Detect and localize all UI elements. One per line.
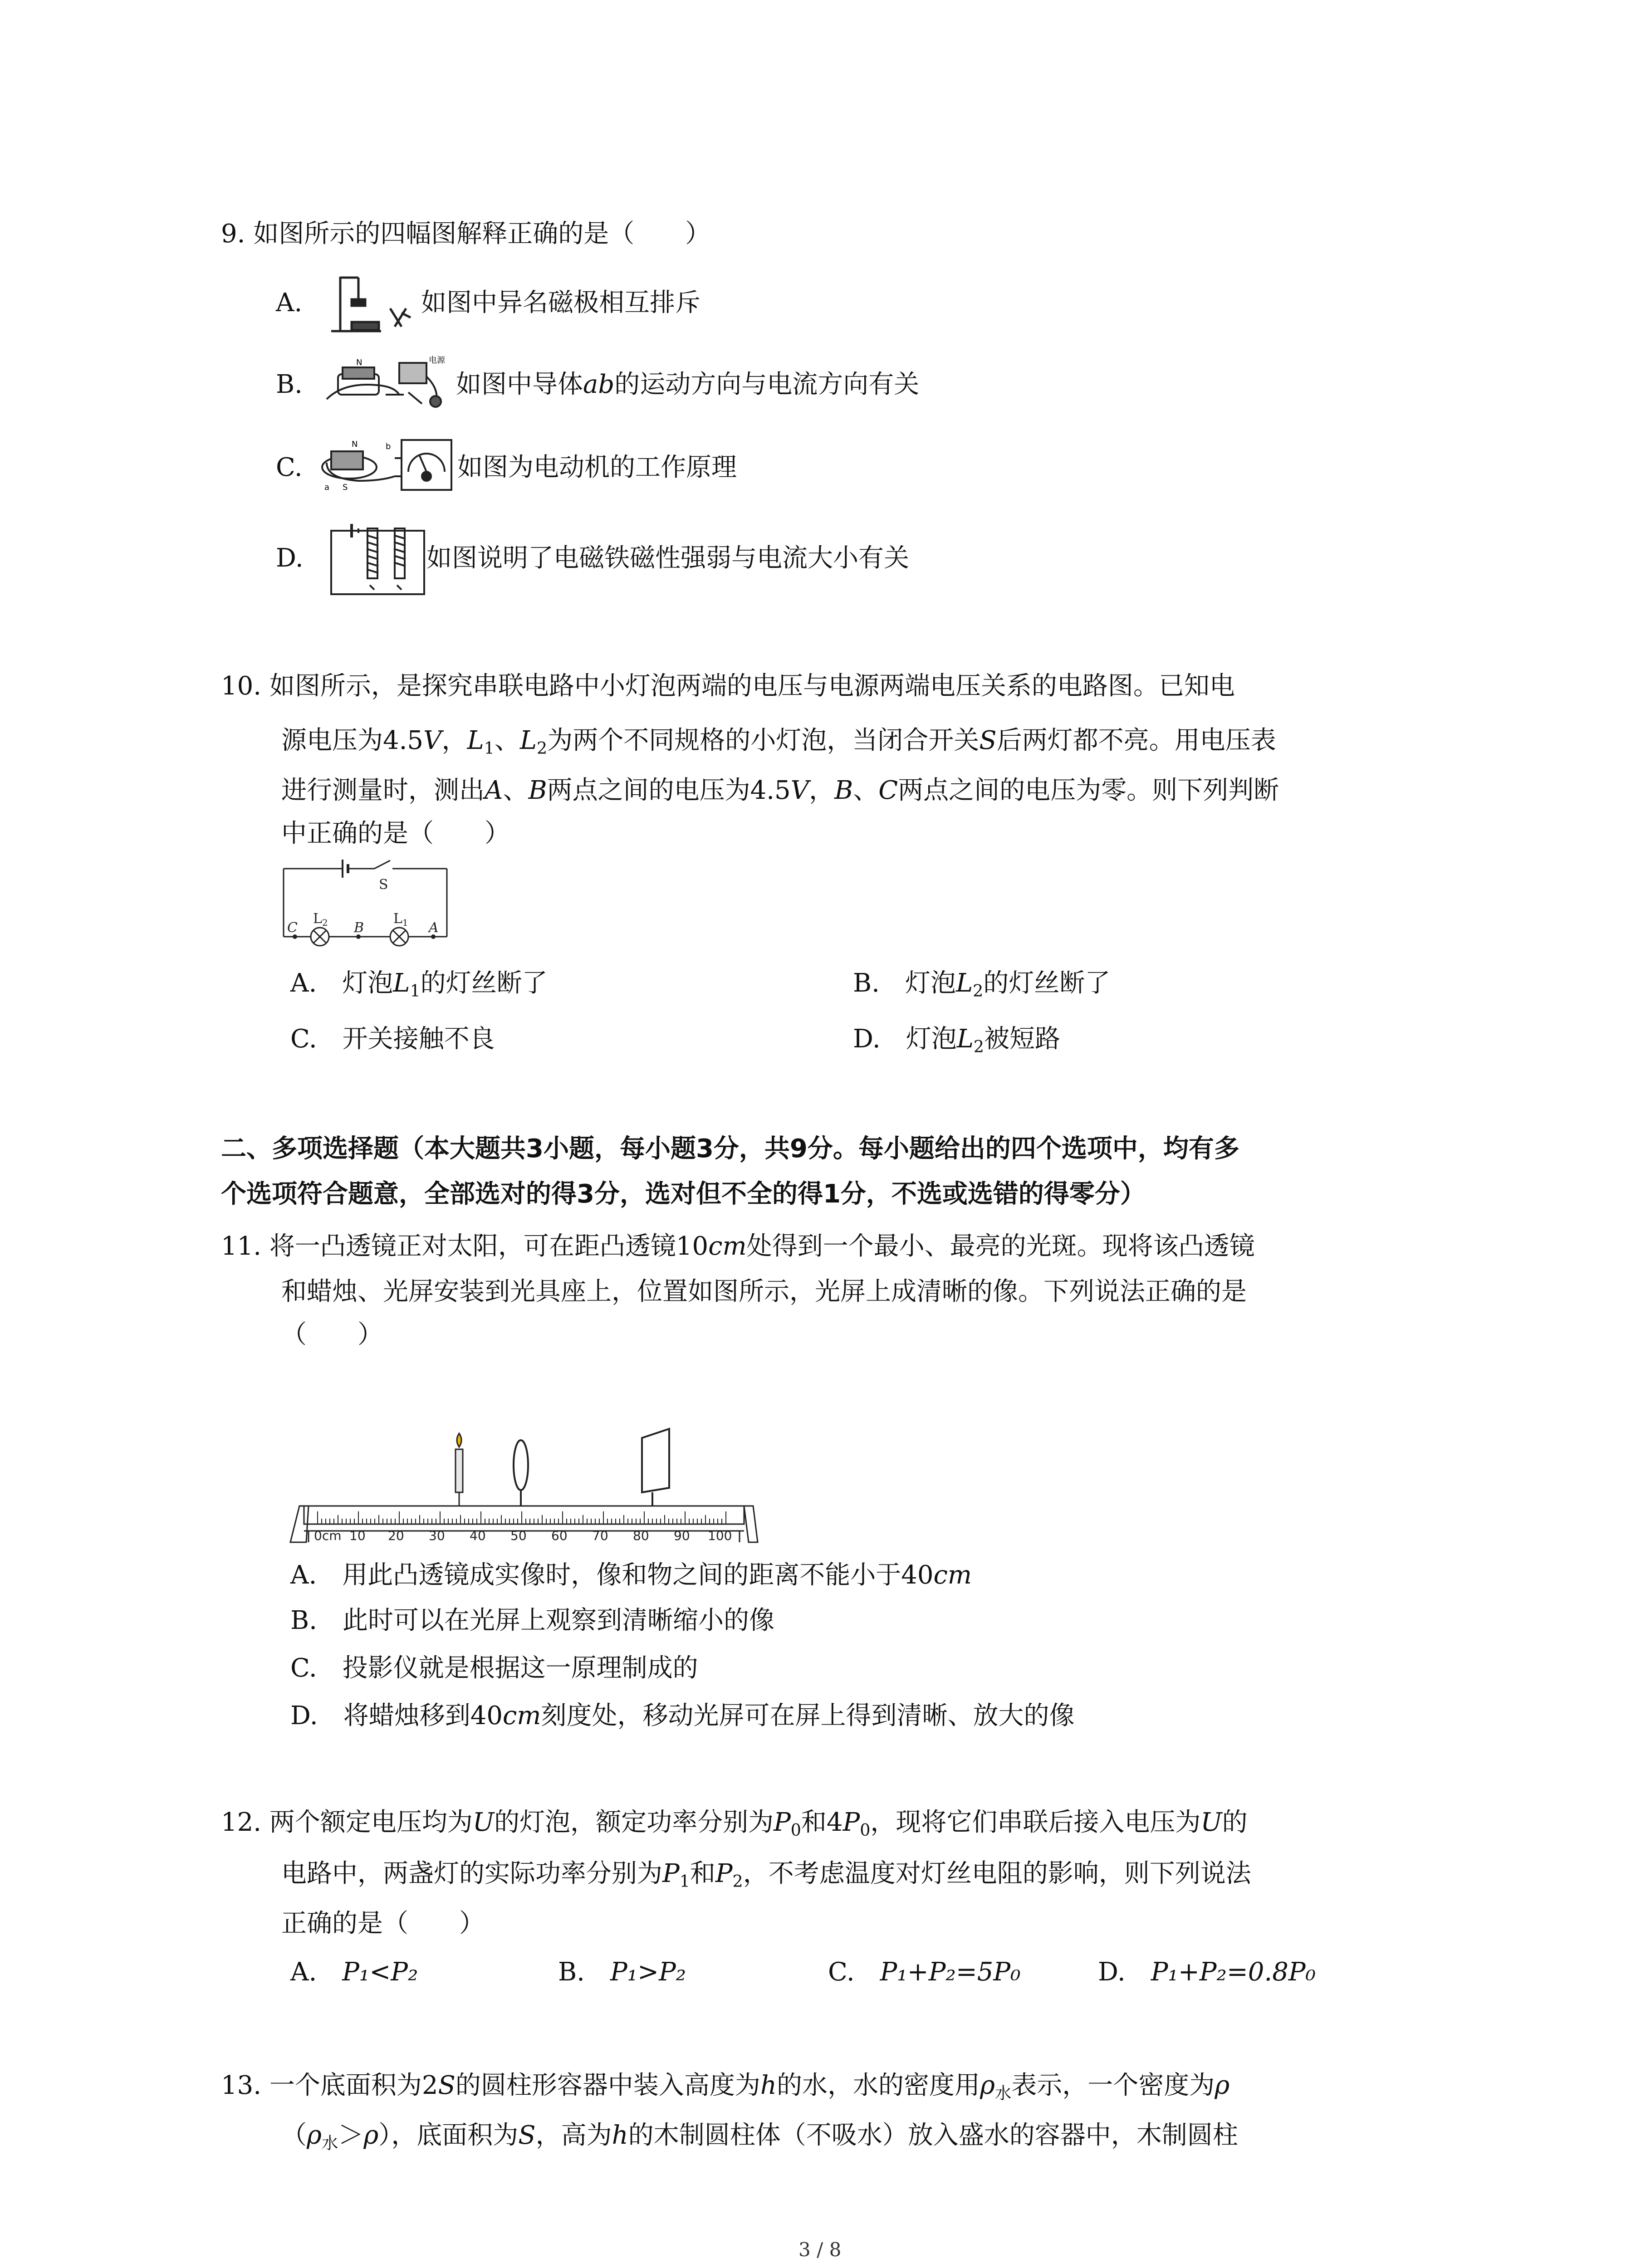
q11-line3: （ ）: [281, 1320, 383, 1349]
q9-stem: 9. 如图所示的四幅图解释正确的是（ ）: [221, 219, 711, 249]
q12-option-b-expr: P₁>P₂: [610, 1957, 686, 1987]
q12-p0: P: [774, 1808, 791, 1837]
ruler-label-30: 30: [429, 1528, 445, 1543]
q9-figure-a: [327, 272, 422, 340]
q10-circuit-c-label: C: [287, 920, 298, 936]
q12-p2-sub: 2: [732, 1871, 743, 1891]
q10-option-a-letter: A.: [290, 968, 317, 998]
q13-rho-w2: ρ: [307, 2121, 322, 2150]
convex-lens: [514, 1440, 528, 1506]
q9-option-c-letter: C.: [276, 453, 303, 482]
q13-line2-c: ，高为: [535, 2121, 612, 2150]
q9-figure-b: [318, 349, 458, 413]
section2-heading-line1: 二、多项选择题（本大题共3小题，每小题3分，共9分。每小题给出的四个选项中，均有多: [221, 1134, 1239, 1163]
q12-u2: U: [1200, 1808, 1222, 1837]
q10-pb2: B: [834, 776, 853, 805]
q10-line3-a: 进行测量时，测出: [281, 776, 485, 805]
q10-option-d-post: 被短路: [984, 1024, 1061, 1054]
q12-line1-c: 和4: [801, 1808, 843, 1837]
q10-option-c-letter: C.: [290, 1024, 317, 1054]
q11-line1-b: 处得到一个最小、最亮的光斑。现将该凸透镜: [746, 1232, 1255, 1261]
ruler-label-20: 20: [388, 1528, 404, 1543]
q10-line3: [281, 778, 1279, 803]
q10-line2-a: 源电压为4.5: [281, 726, 424, 755]
q11-option-d-post: 刻度处，移动光屏可在屏上得到清晰、放大的像: [541, 1701, 1075, 1730]
q10-line2-c: 为两个不同规格的小灯泡，当闭合开关: [547, 726, 980, 755]
q10-circuit-s-label: S: [379, 877, 388, 893]
q10-circuit-l2-text: L: [313, 911, 322, 927]
q9-option-d-text: 如图说明了电磁铁磁性强弱与电流大小有关: [426, 543, 909, 573]
ruler-label-40: 40: [470, 1528, 486, 1543]
q11-option-d: [290, 1703, 1074, 1729]
q11-option-c: [290, 1653, 698, 1683]
q13-rho2: ρ: [363, 2121, 379, 2150]
q11-option-b-pre: 此时可以在光屏上观察到清晰缩小的像: [342, 1606, 774, 1635]
ruler-ticks: [318, 1511, 726, 1524]
page-number: 3 / 8: [798, 2239, 842, 2261]
q10-pc: C: [878, 776, 898, 805]
ruler-label-70: 70: [592, 1528, 608, 1543]
q10-circuit-b-label: B: [354, 920, 364, 936]
q9-figure-c: [318, 431, 458, 494]
q10-l2-sub: 2: [537, 738, 548, 758]
q11-option-a: [290, 1560, 972, 1590]
q11-option-d-pre: 将蜡烛移到40: [343, 1701, 503, 1730]
q10-circuit-l1-text: L: [393, 911, 402, 927]
q10-line1: 10. 如图所示，是探究串联电路中小灯泡两端的电压与电源两端电压关系的电路图。已知电: [221, 671, 1235, 701]
q12-option-a-letter: A.: [290, 1957, 317, 1987]
q9-option-d-letter: D.: [276, 543, 304, 573]
q10-option-b-sub: 2: [973, 981, 984, 1001]
q11-option-b: [290, 1608, 774, 1633]
section2-heading-line2: 个选项符合题意，全部选对的得3分，选对但不全的得1分，不选或选错的得零分）: [221, 1179, 1146, 1209]
q10-option-c-pre: 开关接触不良: [342, 1024, 495, 1054]
q12-p1: P: [662, 1859, 680, 1888]
q9-figure-c-b-label: b: [386, 442, 391, 451]
q10-option-d-sub: 2: [973, 1036, 985, 1056]
q12-option-c-letter: C.: [828, 1957, 855, 1987]
q10-option-b: [853, 968, 1111, 1001]
q9-option-a-text: 如图中异名磁极相互排斥: [421, 288, 700, 318]
q10-option-d-var: L: [956, 1024, 974, 1054]
q10-l2: L: [519, 726, 537, 755]
q12-line1-d: ，现将它们串联后接入电压为: [870, 1808, 1201, 1837]
candle: [456, 1433, 463, 1506]
q13-rho-water: ρ: [980, 2071, 995, 2100]
q10-sep2: 、: [503, 776, 529, 805]
q11-option-c-pre: 投影仪就是根据这一原理制成的: [342, 1653, 698, 1683]
q10-option-a-post: 的灯丝断了: [420, 968, 548, 998]
q9-option-b-text-b: 的运动方向与电流方向有关: [614, 370, 920, 399]
q10-circuit-l1-sub: 1: [402, 917, 408, 928]
q11-option-d-unit: cm: [502, 1701, 541, 1730]
q12-option-c: [828, 1957, 1021, 1987]
q13-line1: [221, 2073, 1230, 2102]
q11-option-a-unit: cm: [933, 1560, 972, 1590]
q9-option-a-letter: A.: [276, 288, 303, 318]
q10-option-a-pre: 灯泡: [342, 968, 393, 998]
light-screen: [642, 1429, 669, 1506]
q10-option-b-letter: B.: [853, 968, 880, 998]
q13-line2-d: 的木制圆柱体（不吸水）放入盛水的容器中，木制圆柱: [628, 2121, 1238, 2150]
q12-option-d: [1098, 1957, 1316, 1987]
q10-circuit-l2-label: [313, 911, 328, 928]
ruler-label-10: 10: [349, 1528, 366, 1543]
q12-p0b-sub: 0: [860, 1820, 871, 1840]
q11-line1: [221, 1234, 1255, 1259]
q11-line2: 和蜡烛、光屏安装到光具座上，位置如图所示，光屏上成清晰的像。下列说法正确的是: [281, 1277, 1247, 1306]
q13-line1-d: 表示，一个密度为: [1011, 2071, 1215, 2100]
q10-s: S: [979, 726, 997, 755]
ruler-label-90: 90: [674, 1528, 690, 1543]
q9-figure-d: [327, 522, 431, 599]
q11-option-d-letter: D.: [290, 1701, 318, 1730]
q12-line2: [281, 1861, 1251, 1890]
q10-line3-b: 两点之间的电压为4.5: [547, 776, 791, 805]
q10-circuit-a-label: A: [429, 920, 439, 936]
q12-option-d-expr: P₁+P₂=0.8P₀: [1151, 1957, 1316, 1987]
q10-line2-b: ，: [441, 726, 467, 755]
q13-line2: [281, 2123, 1238, 2151]
q9-option-c-text: 如图为电动机的工作原理: [457, 453, 737, 482]
q12-option-a: [290, 1957, 418, 1987]
q10-option-b-var: L: [955, 968, 973, 998]
q11-line1-unit: cm: [708, 1232, 747, 1261]
q10-option-a: [290, 968, 548, 1001]
q10-sep3: 、: [853, 776, 879, 805]
q11-option-b-letter: B.: [290, 1606, 317, 1635]
q12-option-a-expr: P₁<P₂: [342, 1957, 418, 1987]
q10-line3-c: ，: [809, 776, 835, 805]
q9-figure-b-n-label: N: [356, 358, 362, 367]
q10-line2-v: V: [423, 726, 442, 755]
q12-line1-a: 12. 两个额定电压均为: [221, 1808, 473, 1837]
q12-line1: [221, 1810, 1248, 1838]
q12-p2: P: [715, 1859, 733, 1888]
q12-u: U: [472, 1808, 495, 1837]
q12-p0b: P: [843, 1808, 860, 1837]
q13-s2: S: [518, 2121, 536, 2150]
q10-option-d-letter: D.: [853, 1024, 881, 1054]
q10-line2: [281, 728, 1276, 757]
q13-water-sub2: 水: [321, 2133, 338, 2153]
q10-option-b-post: 的灯丝断了: [983, 968, 1111, 998]
q11-optical-bench: [286, 1420, 767, 1542]
q10-line4: 中正确的是（ ）: [281, 819, 510, 848]
q10-pb: B: [528, 776, 547, 805]
q12-line2-c: ，不考虑温度对灯丝电阻的影响，则下列说法: [743, 1859, 1251, 1888]
q12-option-d-letter: D.: [1098, 1957, 1126, 1987]
ruler-label-80: 80: [633, 1528, 649, 1543]
q11-option-a-letter: A.: [290, 1560, 317, 1590]
ruler-label-100: 100: [708, 1528, 732, 1543]
q12-option-c-expr: P₁+P₂=5P₀: [880, 1957, 1021, 1987]
q10-circuit-l2-sub: 2: [322, 917, 328, 928]
q9-option-b-text: [456, 372, 919, 397]
q11-option-c-letter: C.: [290, 1653, 317, 1683]
q12-option-b: [558, 1957, 686, 1987]
q12-p1-sub: 1: [679, 1871, 690, 1891]
q10-option-a-sub: 1: [410, 981, 421, 1001]
q10-line2-d: 后两灯都不亮。用电压表: [996, 726, 1276, 755]
q12-p0-sub: 0: [790, 1820, 801, 1840]
q10-line3-d: 两点之间的电压为零。则下列判断: [898, 776, 1279, 805]
ruler-label-50: 50: [510, 1528, 527, 1543]
q10-option-c: [290, 1026, 495, 1052]
q10-circuit-l1-label: [393, 911, 408, 928]
q13-line2-a: （: [281, 2121, 307, 2150]
q13-h2: h: [612, 2121, 628, 2150]
q12-line2-b: 和: [690, 1859, 715, 1888]
q9-option-b-text-a: 如图中导体: [456, 370, 583, 399]
q10-line3-v: V: [790, 776, 809, 805]
q9-figure-b-power-label: 电源: [429, 356, 445, 365]
q12-line1-e: 的: [1222, 1808, 1248, 1837]
q10-option-d-pre: 灯泡: [906, 1024, 957, 1054]
q10-circuit-diagram: [279, 855, 451, 950]
q10-l1-sub: 1: [484, 738, 495, 758]
q9-figure-c-s-label: S: [343, 483, 348, 492]
q9-figure-c-a-label: a: [324, 483, 330, 492]
q13-line1-a: 13. 一个底面积为2: [221, 2071, 438, 2100]
q10-option-b-pre: 灯泡: [905, 968, 956, 998]
q13-h: h: [760, 2071, 777, 2100]
q13-gt: ＞: [338, 2121, 364, 2150]
ruler-label-60: 60: [551, 1528, 568, 1543]
q13-rho: ρ: [1215, 2071, 1230, 2100]
q11-option-a-pre: 用此凸透镜成实像时，像和物之间的距离不能小于40: [342, 1560, 934, 1590]
q13-water-sub: 水: [994, 2083, 1012, 2103]
q13-s: S: [438, 2071, 456, 2100]
q10-sep: 、: [494, 726, 520, 755]
q13-line2-b: ），底面积为: [378, 2121, 519, 2150]
q13-line1-c: 的水，水的密度用: [776, 2071, 980, 2100]
q11-line1-a: 11. 将一凸透镜正对太阳，可在距凸透镜10: [221, 1232, 709, 1261]
ruler-label-0: 0cm: [314, 1528, 342, 1543]
q13-line1-b: 的圆柱形容器中装入高度为: [455, 2071, 760, 2100]
q12-option-b-letter: B.: [558, 1957, 585, 1987]
q12-line2-a: 电路中，两盏灯的实际功率分别为: [281, 1859, 662, 1888]
q9-figure-c-n-label: N: [352, 440, 358, 449]
q9-option-b-var: ab: [583, 370, 615, 399]
q9-option-b-letter: B.: [276, 370, 303, 399]
q12-line1-b: 的灯泡，额定功率分别为: [494, 1808, 774, 1837]
q10-option-d: [853, 1026, 1060, 1055]
q10-option-a-var: L: [393, 968, 410, 998]
q10-pa: A: [485, 776, 503, 805]
q12-line3: 正确的是（ ）: [281, 1909, 485, 1938]
q10-l1: L: [467, 726, 484, 755]
